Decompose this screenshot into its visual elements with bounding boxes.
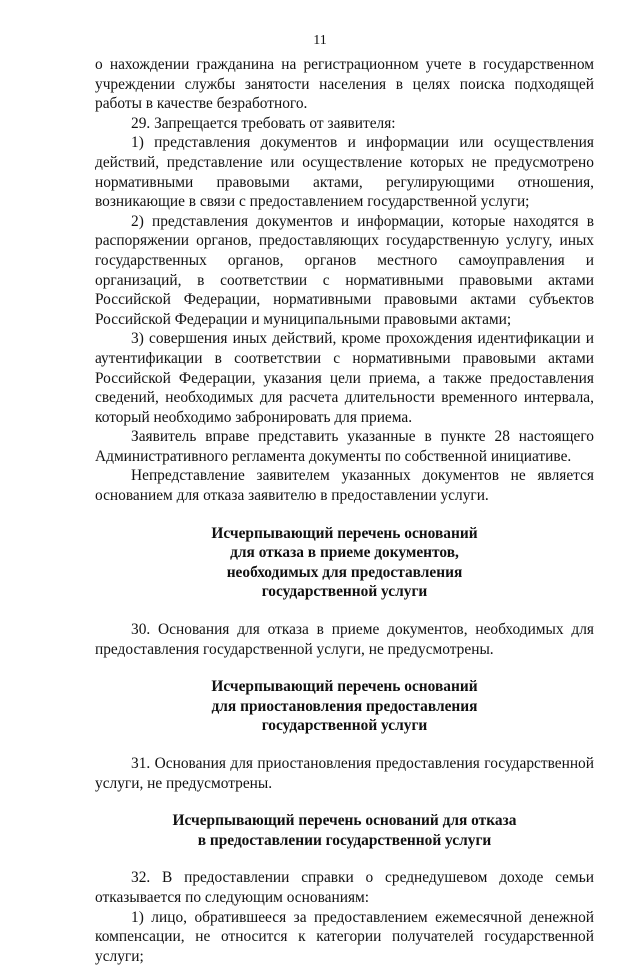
- paragraph: 31. Основания для приостановления предоставления государственной услуги, не предусмотрены.: [95, 755, 594, 792]
- section-heading-line: необходимых для предоставления: [226, 563, 463, 581]
- paragraph: 1) представления документов и информации или осуществления действий, представление или осуществление которых не предусмотрено нормативными правовыми актами, регулирующими отношения, возникающие в связи с предоставлением государственной услуги;: [95, 134, 594, 211]
- paragraph: 32. В предоставлении справки о среднедушевом доходе семьи отказывается по следующим основаниям:: [95, 869, 594, 906]
- section-heading-line: для приостановления предоставления: [211, 697, 478, 715]
- paragraph: Непредставление заявителем указанных документов не является основанием для отказа заявителю в предоставлении услуги.: [95, 467, 594, 505]
- paragraph: 29. Запрещается требовать от заявителя:: [131, 114, 396, 132]
- paragraph: о нахождении гражданина на регистрационном учете в государственном учреждении службы занятости населения в целях поиска подходящей работы в качестве безработного.: [95, 56, 594, 113]
- section-heading: [95, 677, 594, 736]
- section-spacer: [95, 850, 594, 868]
- section-spacer: [95, 602, 594, 620]
- section-heading-line: Исчерпывающий перечень оснований для отказа: [172, 812, 517, 830]
- paragraph: 2) представления документов и информации, которые находятся в распоряжении органов, предоставляющих государственную услугу, иных государственных органов, органов местного самоуправления и организаций, в соответствии с нормативными правовыми актами Российской Федерации, нормативными правовыми актами субъектов Российской Федерации и муниципальными правовыми актами;: [95, 212, 594, 328]
- section-heading-line: Исчерпывающий перечень оснований: [211, 678, 478, 696]
- section-heading: [95, 524, 594, 602]
- section-heading-line: Исчерпывающий перечень оснований: [211, 524, 478, 542]
- section-heading-line: в предоставлении государственной услуги: [197, 831, 492, 849]
- paragraph: Заявитель вправе представить указанные в пункте 28 настоящего Административного регламента документы по собственной инициативе.: [95, 428, 594, 465]
- paragraph: 3) совершения иных действий, кроме прохождения идентификации и аутентификации в соответствии с нормативными правовыми актами Российской Федерации, указания цели приема, а также предоставления сведений, необходимых для расчета длительности временного интервала, который необходимо забронировать для приема.: [95, 330, 594, 426]
- section-heading-line: государственной услуги: [261, 583, 428, 601]
- paragraph: 30. Основания для отказа в приеме документов, необходимых для предоставления государственной услуги, не предусмотрены.: [95, 621, 594, 658]
- section-spacer: [95, 659, 594, 677]
- section-heading: [95, 811, 594, 850]
- section-spacer: [95, 506, 594, 524]
- section-spacer: [95, 793, 594, 811]
- section-spacer: [95, 736, 594, 754]
- section-heading-line: для отказа в приеме документов,: [230, 544, 459, 562]
- document-body: [95, 55, 594, 966]
- paragraph: 1) лицо, обратившееся за предоставлением ежемесячной денежной компенсации, не относится к категории получателей государственной услуги;: [95, 908, 594, 965]
- page-number: 11: [313, 33, 327, 48]
- section-heading-line: государственной услуги: [261, 717, 428, 735]
